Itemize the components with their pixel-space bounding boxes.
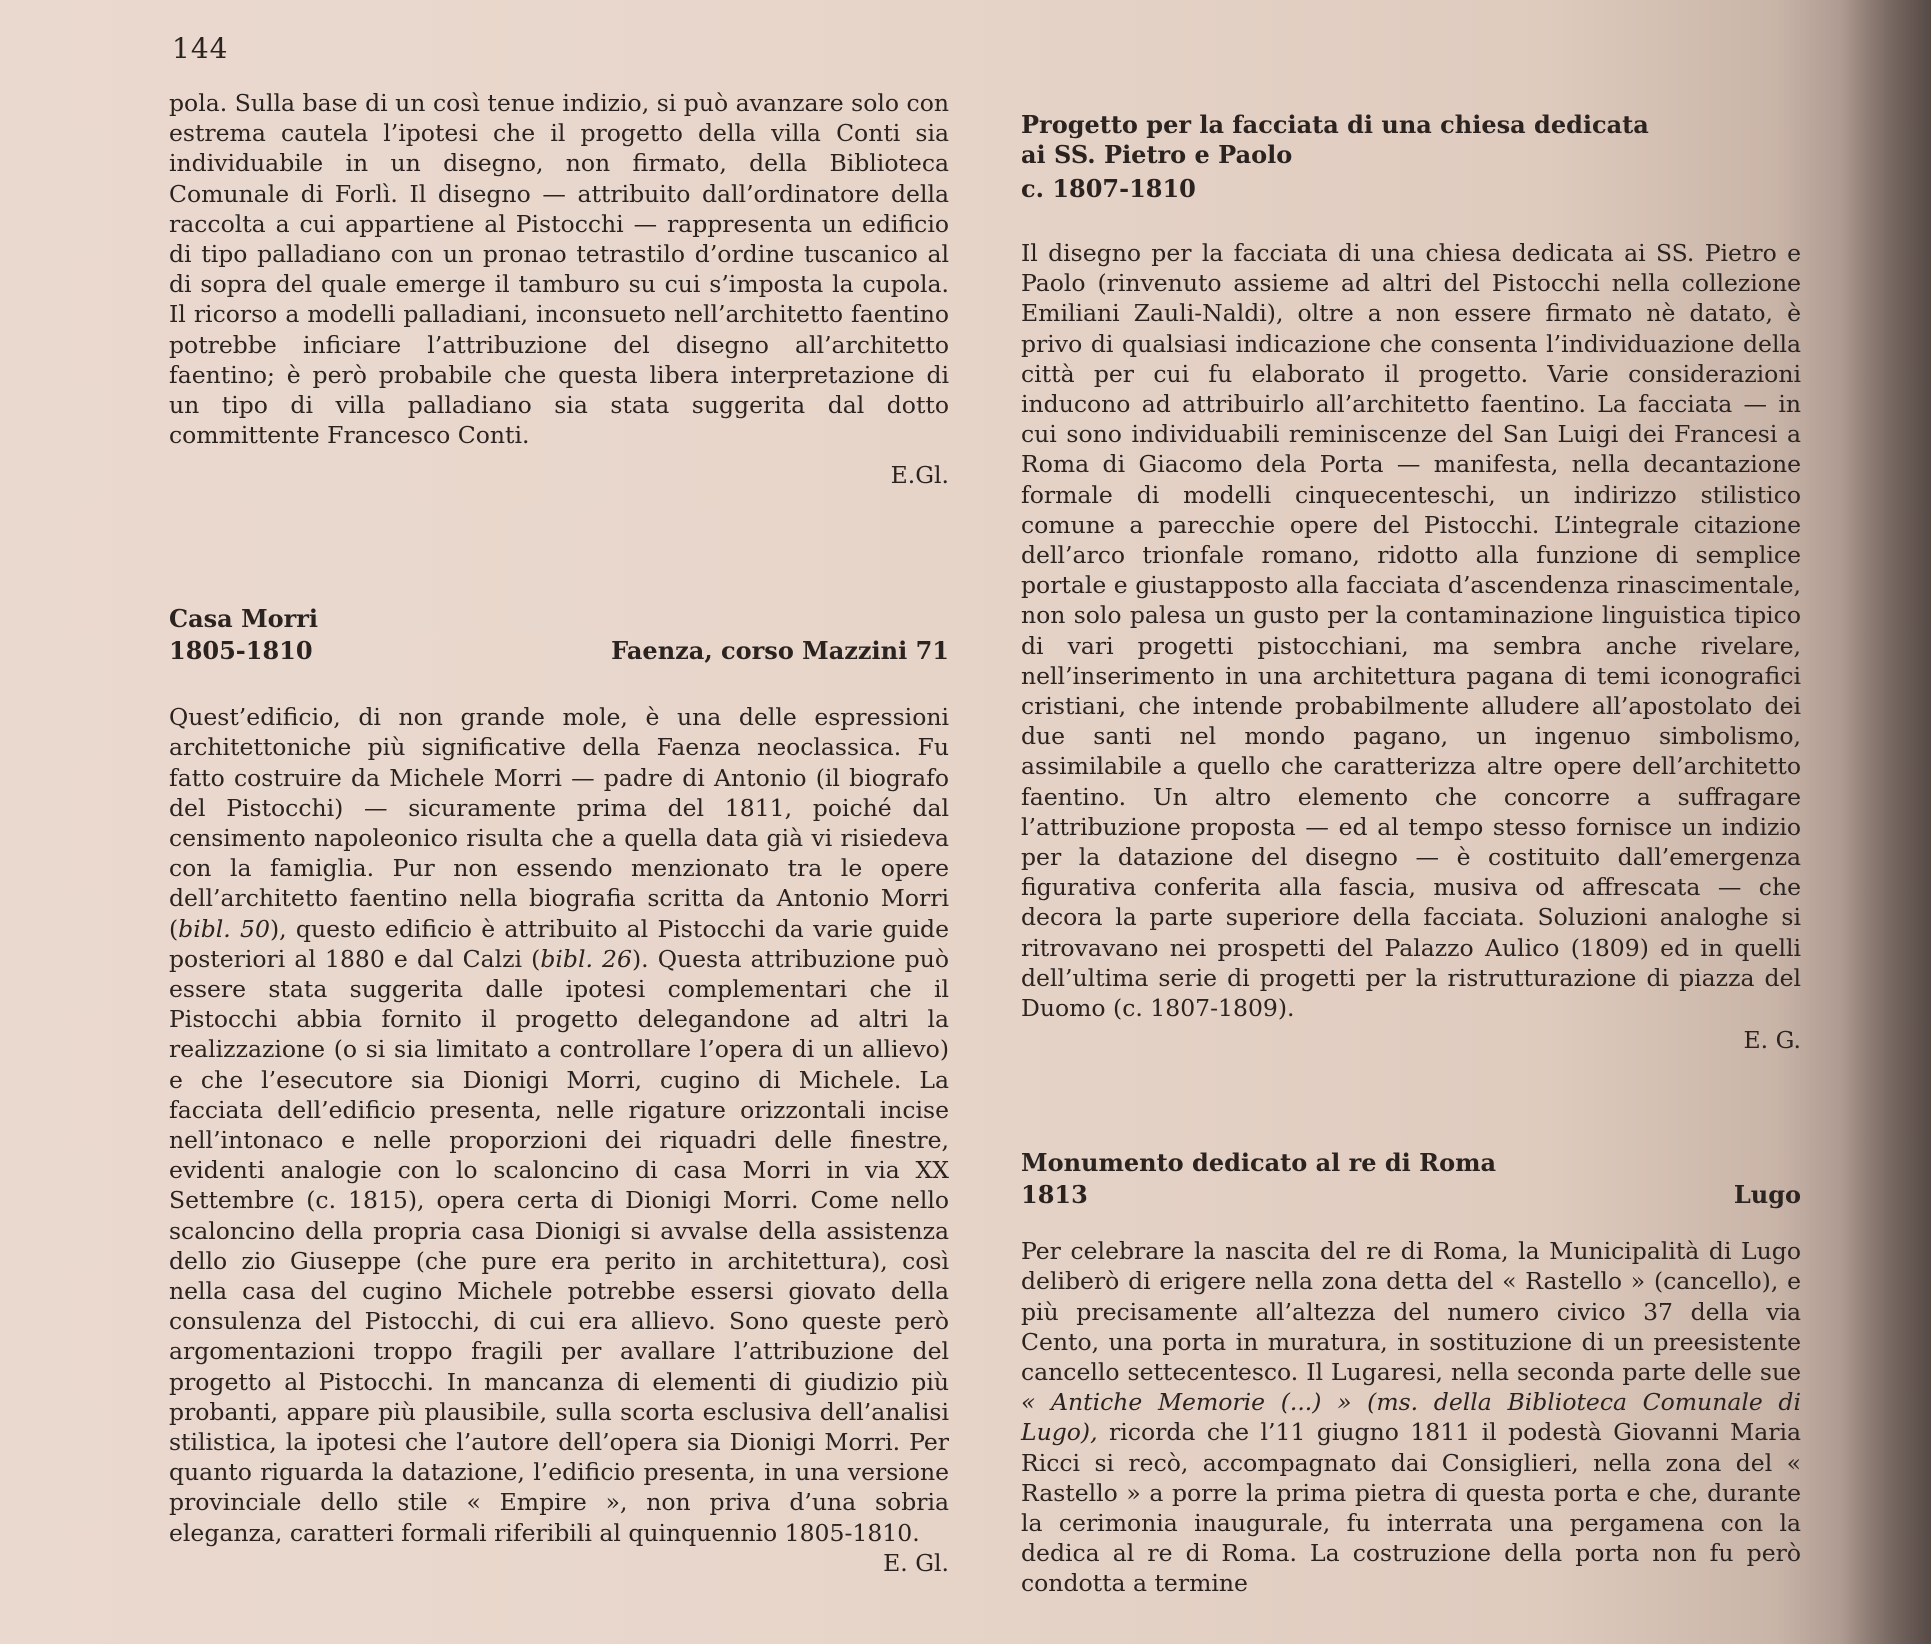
entry-body-part1: Quest’edificio, di non grande mole, è una delle espressioni architettoniche più significative della Faenza neoclassica. Fu fatto costruire da Michele Morri — padre di Antonio (il biografo del Pistocchi) — sicuramente prima del 1811, poiché dal censimento napoleonico risulta che a quella data già vi risiedeva con la famiglia. Pur non essendo menzionato tra le opere dell’architetto faentino nella biografia scritta da Antonio Morri ( xyxy=(169,703,949,943)
entry-body xyxy=(169,702,949,1548)
entry1-date: c. 1807-1810 xyxy=(1021,174,1196,203)
entry-location: Faenza, corso Mazzini 71 xyxy=(611,636,949,665)
entry-facciata-chiesa xyxy=(1021,110,1801,1055)
entry-body-part2: ), questo edificio è attribuito al Pistocchi da varie guide posteriori al 1880 e dal Calzi ( xyxy=(169,914,949,973)
bibl-ref-26: bibl. 26 xyxy=(540,944,632,973)
entry-date: 1805-1810 xyxy=(169,636,313,665)
entry1-title-line1: Progetto per la facciata di una chiesa dedicata xyxy=(1021,110,1649,139)
entry-body-part3: ). Questa attribuzione può essere stata suggerita dalle ipotesi complementari che il Pistocchi abbia fornito il progetto delegandone ad altri la realizzazione (o si sia limitato a controllare l’opera di un allievo) e che l’esecutore sia Dionigi Morri, cugino di Michele. La facciata dell’edificio presenta, nelle rigature orizzontali incise nell’intonaco e nelle proporzioni dei riquadri delle finestre, evidenti analogie con lo scaloncino di casa Morri in via XX Settembre (c. 1815), opera certa di Dionigi Morri. Come nello scaloncino della propria casa Dionigi si avvalse della assistenza dello zio Giuseppe (che pure era perito in architettura), così nella casa del cugino Michele potrebbe essersi giovato della consulenza del Pistocchi, di cui era allievo. Sono queste però argomentazioni troppo fragili per avallare l’attribuzione del progetto al Pistocchi. In mancanza di elementi di giudizio più probanti, appare più plausibile, sulla scorta esclusiva dell’analisi stilistica, la ipotesi che l’autore dell’opera sia Dionigi Morri. Per quanto riguarda la datazione, l’edificio presenta, in una versione provinciale dello stile « Empire », non priva d’una sobria eleganza, caratteri formali riferibili al quinquennio 1805-1810. xyxy=(169,944,950,1547)
bibl-ref-50: bibl. 50 xyxy=(178,914,270,943)
entry-meta xyxy=(169,636,949,666)
entry2-date: 1813 xyxy=(1021,1180,1088,1209)
entry2-body-part1: Per celebrare la nascita del re di Roma, la Municipalità di Lugo deliberò di erigere nella zona detta del « Rastello » (cancello), e più precisamente all’altezza del numero civico 37 della via Cento, una porta in muratura, in sostituzione di un preesistente cancello settecentesco. Il Lugaresi, nella seconda parte delle sue xyxy=(1021,1237,1801,1387)
entry1-signature: E. G. xyxy=(1743,1026,1801,1055)
entry-monumento-re-roma xyxy=(1021,1148,1801,1599)
entry2-body xyxy=(1021,1236,1801,1598)
entry-title: Casa Morri xyxy=(169,604,319,633)
entry-signature: E. Gl. xyxy=(883,1548,949,1577)
entry1-body: Il disegno per la facciata di una chiesa dedicata ai SS. Pietro e Paolo (rinvenuto assieme ad altri del Pistocchi nella collezione Emiliani Zauli-Naldi), oltre a non essere firmato nè datato, è privo di qualsiasi indicazione che consenta l’individuazione della città per cui fu elaborato il progetto. Varie considerazioni inducono ad attribuirlo all’architetto faentino. La facciata — in cui sono individuabili reminiscenze del San Luigi dei Francesi a Roma di Giacomo dela Porta — manifesta, nella decantazione formale di modelli cinquecenteschi, un indirizzo stilistico comune a parecchie opere del Pistocchi. L’integrale citazione dell’arco trionfale romano, ridotto alla funzione di semplice portale e giustapposto alla facciata d’ascendenza rinascimentale, non solo palesa un gusto per la contaminazione linguistica tipico di vari progetti pistocchiani, ma sembra anche rivelare, nell’inserimento in una architettura pagana di temi iconografici cristiani, che intende probabilmente alludere all’apostolato dei due santi nel mondo pagano, un ingenuo simbolismo, assimilabile a quello che caratterizza altre opere dell’architetto faentino. Un altro elemento che concorre a suffragare l’attribuzione proposta — ed al tempo stesso fornisce un indizio per la datazione del disegno — è costituito dall’emergenza figurativa conferita alla fascia, musiva od affrescata — che decora la parte superiore della facciata. Soluzioni analoghe si ritrovavano nei prospetti del Palazzo Aulico (1809) ed in quelli dell’ultima serie di progetti per la ristrutturazione di piazza del Duomo (c. 1807-1809). xyxy=(1021,239,1801,1023)
entry2-title: Monumento dedicato al re di Roma xyxy=(1021,1148,1497,1177)
intro-signature: E.Gl. xyxy=(890,461,949,490)
entry2-meta xyxy=(1021,1180,1801,1210)
page-edge-shadow xyxy=(1841,0,1931,1644)
intro-paragraph: pola. Sulla base di un così tenue indizio, si può avanzare solo con estrema cautela l’ipotesi che il progetto della villa Conti sia individuabile in un disegno, non firmato, della Biblioteca Comunale di Forlì. Il disegno — attribuito dall’ordinatore della raccolta a cui appartiene al Pistocchi — rappresenta un edificio di tipo palladiano con un pronao tetrastilo d’ordine tuscanico al di sopra del quale emerge il tamburo su cui s’imposta la cupola. Il ricorso a modelli palladiani, inconsueto nell’architetto faentino potrebbe inficiare l’attribuzione del disegno all’architetto faentino; è però probabile che questa libera interpretazione di un tipo di villa palladiano sia stata suggerita dal dotto committente Francesco Conti. xyxy=(169,89,949,450)
entry1-title-line2: ai SS. Pietro e Paolo xyxy=(1021,140,1293,169)
entry-casa-morri xyxy=(169,604,949,1578)
page-number: 144 xyxy=(172,32,229,65)
entry2-location: Lugo xyxy=(1733,1180,1801,1209)
entry2-body-part2: ricorda che l’11 giugno 1811 il podestà Giovanni Maria Ricci si recò, accompagnato dai Consiglieri, nella zona del « Rastello » a porre la prima pietra di questa porta e che, durante la cerimonia inaugurale, fu interrata una pergamena con la dedica al re di Roma. La costruzione della porta non fu però condotta a termine xyxy=(1021,1418,1801,1598)
intro-block xyxy=(169,88,949,491)
entry2-italic-ref: « Antiche Memorie (...) » (ms. della Biblioteca Comunale di Lugo), xyxy=(1021,1388,1801,1447)
